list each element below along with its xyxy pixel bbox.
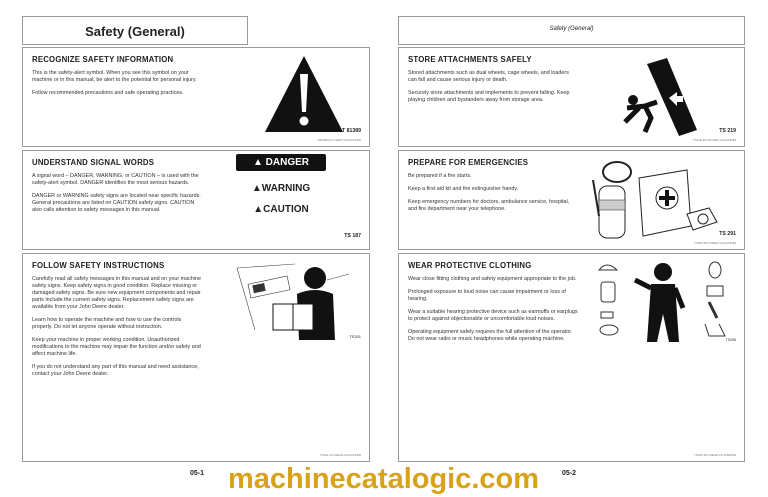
reference-code: TS291-DX-FIRED-19-04JUN90 bbox=[694, 241, 736, 245]
reference-code: TS206-DX-WEAR-19-10SEP90 bbox=[693, 453, 736, 457]
paragraph: Keep your machine in proper working condition. Unauthorized modifications to the machine may impair the function and/or safety and affect machine life. bbox=[32, 337, 201, 357]
caution-sign: ▲CAUTION bbox=[253, 204, 309, 215]
section-store-attachments bbox=[398, 47, 745, 147]
paragraph: Be prepared if a fire starts. bbox=[408, 173, 472, 179]
paragraph: Stored attachments such as dual wheels, cage wheels, and loaders can fall and cause serious injury or death. bbox=[408, 70, 569, 83]
warning-label: WARNING bbox=[261, 183, 311, 194]
paragraph: Wear a suitable hearing protective device such as earmuffs or earplugs to protect against objectionable or uncomfortable loud noises. bbox=[408, 309, 578, 322]
paragraph: Keep a first aid kit and fire extinguisher handy. bbox=[408, 186, 519, 192]
section-recognize-safety bbox=[22, 47, 370, 147]
section-title: WEAR PROTECTIVE CLOTHING bbox=[408, 261, 532, 270]
paragraph: Learn how to operate the machine and how to use the controls properly. Do not let anyone operate without instruction. bbox=[32, 317, 182, 330]
danger-sign: ▲ DANGER bbox=[236, 154, 326, 171]
paragraph: Wear close fitting clothing and safety equipment appropriate to the job. bbox=[408, 276, 577, 282]
paragraph: This is the safety-alert symbol. When you see this symbol on your machine or in this manual, be alert to the potential for personal injury. bbox=[32, 70, 197, 83]
left-page-header bbox=[22, 16, 248, 45]
paragraph: Prolonged exposure to loud noise can cause impairment or loss of hearing. bbox=[408, 289, 566, 302]
figure-id: TS 187 bbox=[344, 233, 361, 239]
reference-code: TS219-DX-STORE-19-04JUN90 bbox=[692, 138, 736, 142]
reference-code: T81389-DX-ALERT-19-04JUN90 bbox=[317, 138, 361, 142]
fire-extinguisher-first-aid-illustration bbox=[589, 156, 719, 241]
section-title: PREPARE FOR EMERGENCIES bbox=[408, 158, 529, 167]
right-header-title: Safety (General) bbox=[549, 26, 594, 32]
reference-code: TS201-DX-READ-19-04JUN90 bbox=[319, 453, 361, 457]
safety-alert-triangle-icon bbox=[263, 54, 345, 134]
figure-id: T 81389 bbox=[341, 128, 361, 134]
falling-attachment-illustration bbox=[617, 56, 697, 136]
page-number-left: 05-1 bbox=[190, 470, 205, 477]
page-number-right: 05-2 bbox=[562, 470, 577, 477]
protective-clothing-illustration bbox=[595, 258, 730, 344]
section-title: STORE ATTACHMENTS SAFELY bbox=[408, 55, 532, 64]
danger-label: DANGER bbox=[265, 157, 310, 168]
paragraph: Carefully read all safety messages in this manual and on your machine safety signs. Keep safety signs in good condition. Replace missing or damaged safety signs. Be sure new equipment components and repair parts include the current safety signs. Replacement safety signs are available from your John Deere dealer. bbox=[32, 276, 201, 310]
figure-id: TS201 bbox=[349, 334, 361, 339]
section-follow-instructions bbox=[22, 253, 370, 462]
section-signal-words bbox=[22, 150, 370, 250]
paragraph: A signal word – DANGER, WARNING, or CAUTION – is used with the safety-alert symbol. DANGER identifies the most serious hazards. bbox=[32, 173, 199, 186]
paragraph: Follow recommended precautions and safe operating practices. bbox=[32, 90, 184, 96]
section-title: UNDERSTAND SIGNAL WORDS bbox=[32, 158, 155, 167]
figure-id: TS 291 bbox=[719, 231, 736, 237]
paragraph: Keep emergency numbers for doctors, ambulance service, hospital, and fire department near your telephone. bbox=[408, 199, 570, 212]
warning-sign: ▲WARNING bbox=[251, 183, 311, 194]
paragraph: If you do not understand any part of this manual and need assistance, contact your John Deere dealer. bbox=[32, 364, 199, 377]
section-prepare-emergencies bbox=[398, 150, 745, 250]
watermark: machinecatalogic.com bbox=[228, 463, 540, 495]
section-title: FOLLOW SAFETY INSTRUCTIONS bbox=[32, 261, 165, 270]
paragraph: DANGER or WARNING safety signs are located near specific hazards. General precautions are listed on CAUTION safety signs. CAUTION also calls attention to safety messages in this manual. bbox=[32, 193, 201, 213]
figure-id: TS206 bbox=[725, 338, 736, 342]
caution-label: CAUTION bbox=[263, 204, 309, 215]
figure-id: TS 219 bbox=[719, 128, 736, 134]
left-header-title: Safety (General) bbox=[85, 24, 185, 39]
right-page-header bbox=[398, 16, 745, 45]
section-title: RECOGNIZE SAFETY INFORMATION bbox=[32, 55, 174, 64]
paragraph: Securely store attachments and implements to prevent falling. Keep playing children and bystanders away from storage area. bbox=[408, 90, 570, 103]
person-reading-manual-illustration bbox=[235, 260, 350, 340]
section-protective-clothing bbox=[398, 253, 745, 462]
paragraph: Operating equipment safely requires the full attention of the operator. Do not wear radio or music headphones while operating machine. bbox=[408, 329, 573, 342]
